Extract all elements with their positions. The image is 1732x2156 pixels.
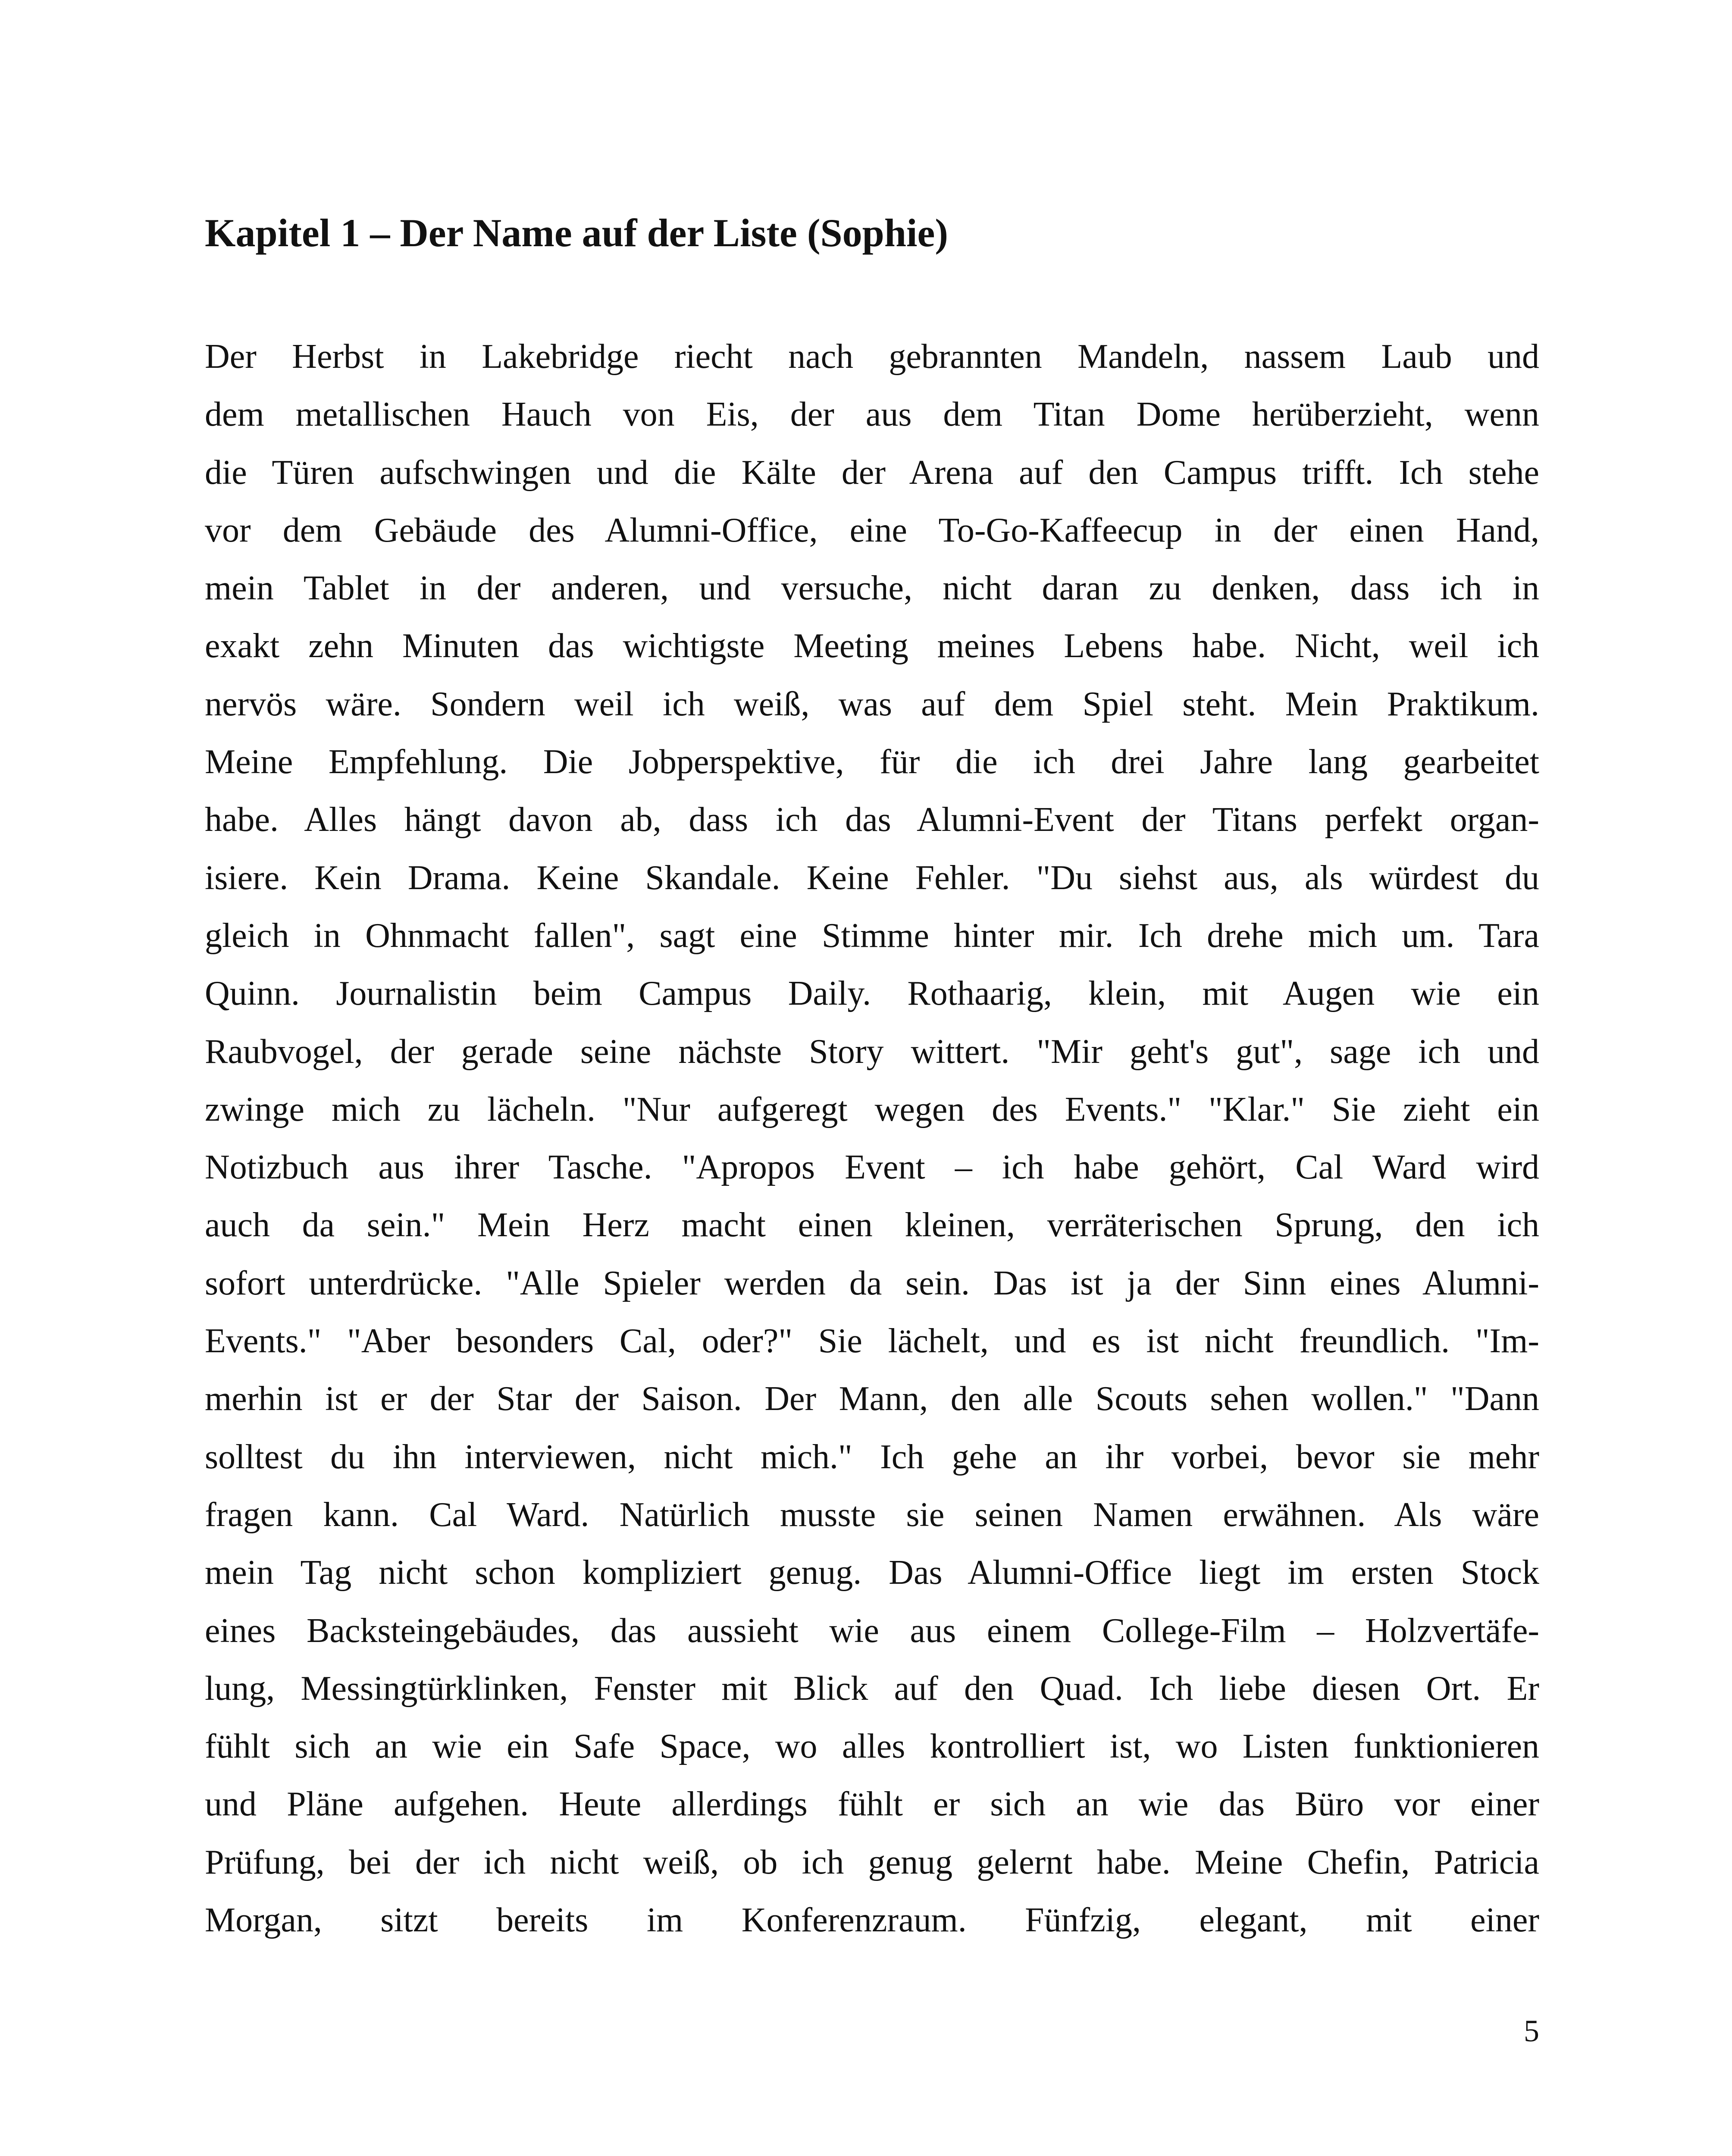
text-line: nervös wäre. Sondern weil ich weiß, was auf dem Spiel steht. Mein Praktikum. bbox=[205, 685, 1539, 723]
text-line: solltest du ihn interviewen, nicht mich." Ich gehe an ihr vorbei, bevor sie mehr bbox=[205, 1438, 1539, 1476]
text-line: exakt zehn Minuten das wichtigste Meeting meines Lebens habe. Nicht, weil ich bbox=[205, 627, 1539, 665]
text-line: zwinge mich zu lächeln. "Nur aufgeregt wegen des Events." "Klar." Sie zieht ein bbox=[205, 1090, 1539, 1128]
text-line: Morgan, sitzt bereits im Konferenzraum. Fünfzig, elegant, mit einer bbox=[205, 1901, 1539, 1940]
text-line: Prüfung, bei der ich nicht weiß, ob ich genug gelernt habe. Meine Chefin, Patricia bbox=[205, 1843, 1539, 1881]
text-line: gleich in Ohnmacht fallen", sagt eine Stimme hinter mir. Ich drehe mich um. Tara bbox=[205, 916, 1539, 955]
text-line: merhin ist er der Star der Saison. Der Mann, den alle Scouts sehen wollen." "Dann bbox=[205, 1380, 1539, 1418]
page-number: 5 bbox=[1524, 2014, 1539, 2048]
text-line: Notizbuch aus ihrer Tasche. "Apropos Event – ich habe gehört, Cal Ward wird bbox=[205, 1148, 1539, 1187]
text-line: die Türen aufschwingen und die Kälte der Arena auf den Campus trifft. Ich stehe bbox=[205, 453, 1539, 492]
text-line: Meine Empfehlung. Die Jobperspektive, für die ich drei Jahre lang gearbeitet bbox=[205, 743, 1539, 781]
body-text bbox=[205, 328, 1539, 1949]
text-line: sofort unterdrücke. "Alle Spieler werden da sein. Das ist ja der Sinn eines Alumni- bbox=[205, 1264, 1539, 1302]
text-line: vor dem Gebäude des Alumni-Office, eine To-Go-Kaffeecup in der einen Hand, bbox=[205, 511, 1539, 549]
text-line: Der Herbst in Lakebridge riecht nach gebrannten Mandeln, nassem Laub und bbox=[205, 338, 1539, 376]
text-line: mein Tag nicht schon kompliziert genug. Das Alumni-Office liegt im ersten Stock bbox=[205, 1554, 1539, 1592]
text-line: dem metallischen Hauch von Eis, der aus dem Titan Dome herüberzieht, wenn bbox=[205, 395, 1539, 434]
text-line: und Pläne aufgehen. Heute allerdings fühlt er sich an wie das Büro vor einer bbox=[205, 1785, 1539, 1824]
text-line: lung, Messingtürklinken, Fenster mit Blick auf den Quad. Ich liebe diesen Ort. Er bbox=[205, 1669, 1539, 1708]
text-line: auch da sein." Mein Herz macht einen kleinen, verräterischen Sprung, den ich bbox=[205, 1206, 1539, 1244]
text-line: isiere. Kein Drama. Keine Skandale. Keine Fehler. "Du siehst aus, als würdest du bbox=[205, 859, 1539, 897]
text-line: mein Tablet in der anderen, und versuche, nicht daran zu denken, dass ich in bbox=[205, 569, 1539, 608]
text-line: Raubvogel, der gerade seine nächste Story wittert. "Mir geht's gut", sage ich und bbox=[205, 1032, 1539, 1071]
text-line: fragen kann. Cal Ward. Natürlich musste sie seinen Namen erwähnen. Als wäre bbox=[205, 1495, 1539, 1534]
text-line: Quinn. Journalistin beim Campus Daily. Rothaarig, klein, mit Augen wie ein bbox=[205, 975, 1539, 1013]
text-line: habe. Alles hängt davon ab, dass ich das Alumni-Event der Titans perfekt organ- bbox=[205, 801, 1539, 839]
text-line: fühlt sich an wie ein Safe Space, wo alles kontrolliert ist, wo Listen funktionieren bbox=[205, 1727, 1539, 1766]
chapter-title: Kapitel 1 – Der Name auf der Liste (Sophie) bbox=[205, 211, 949, 255]
text-line: Events." "Aber besonders Cal, oder?" Sie lächelt, und es ist nicht freundlich. "Im- bbox=[205, 1322, 1539, 1360]
text-line: eines Backsteingebäudes, das aussieht wie aus einem College-Film – Holzvertäfe- bbox=[205, 1611, 1539, 1650]
